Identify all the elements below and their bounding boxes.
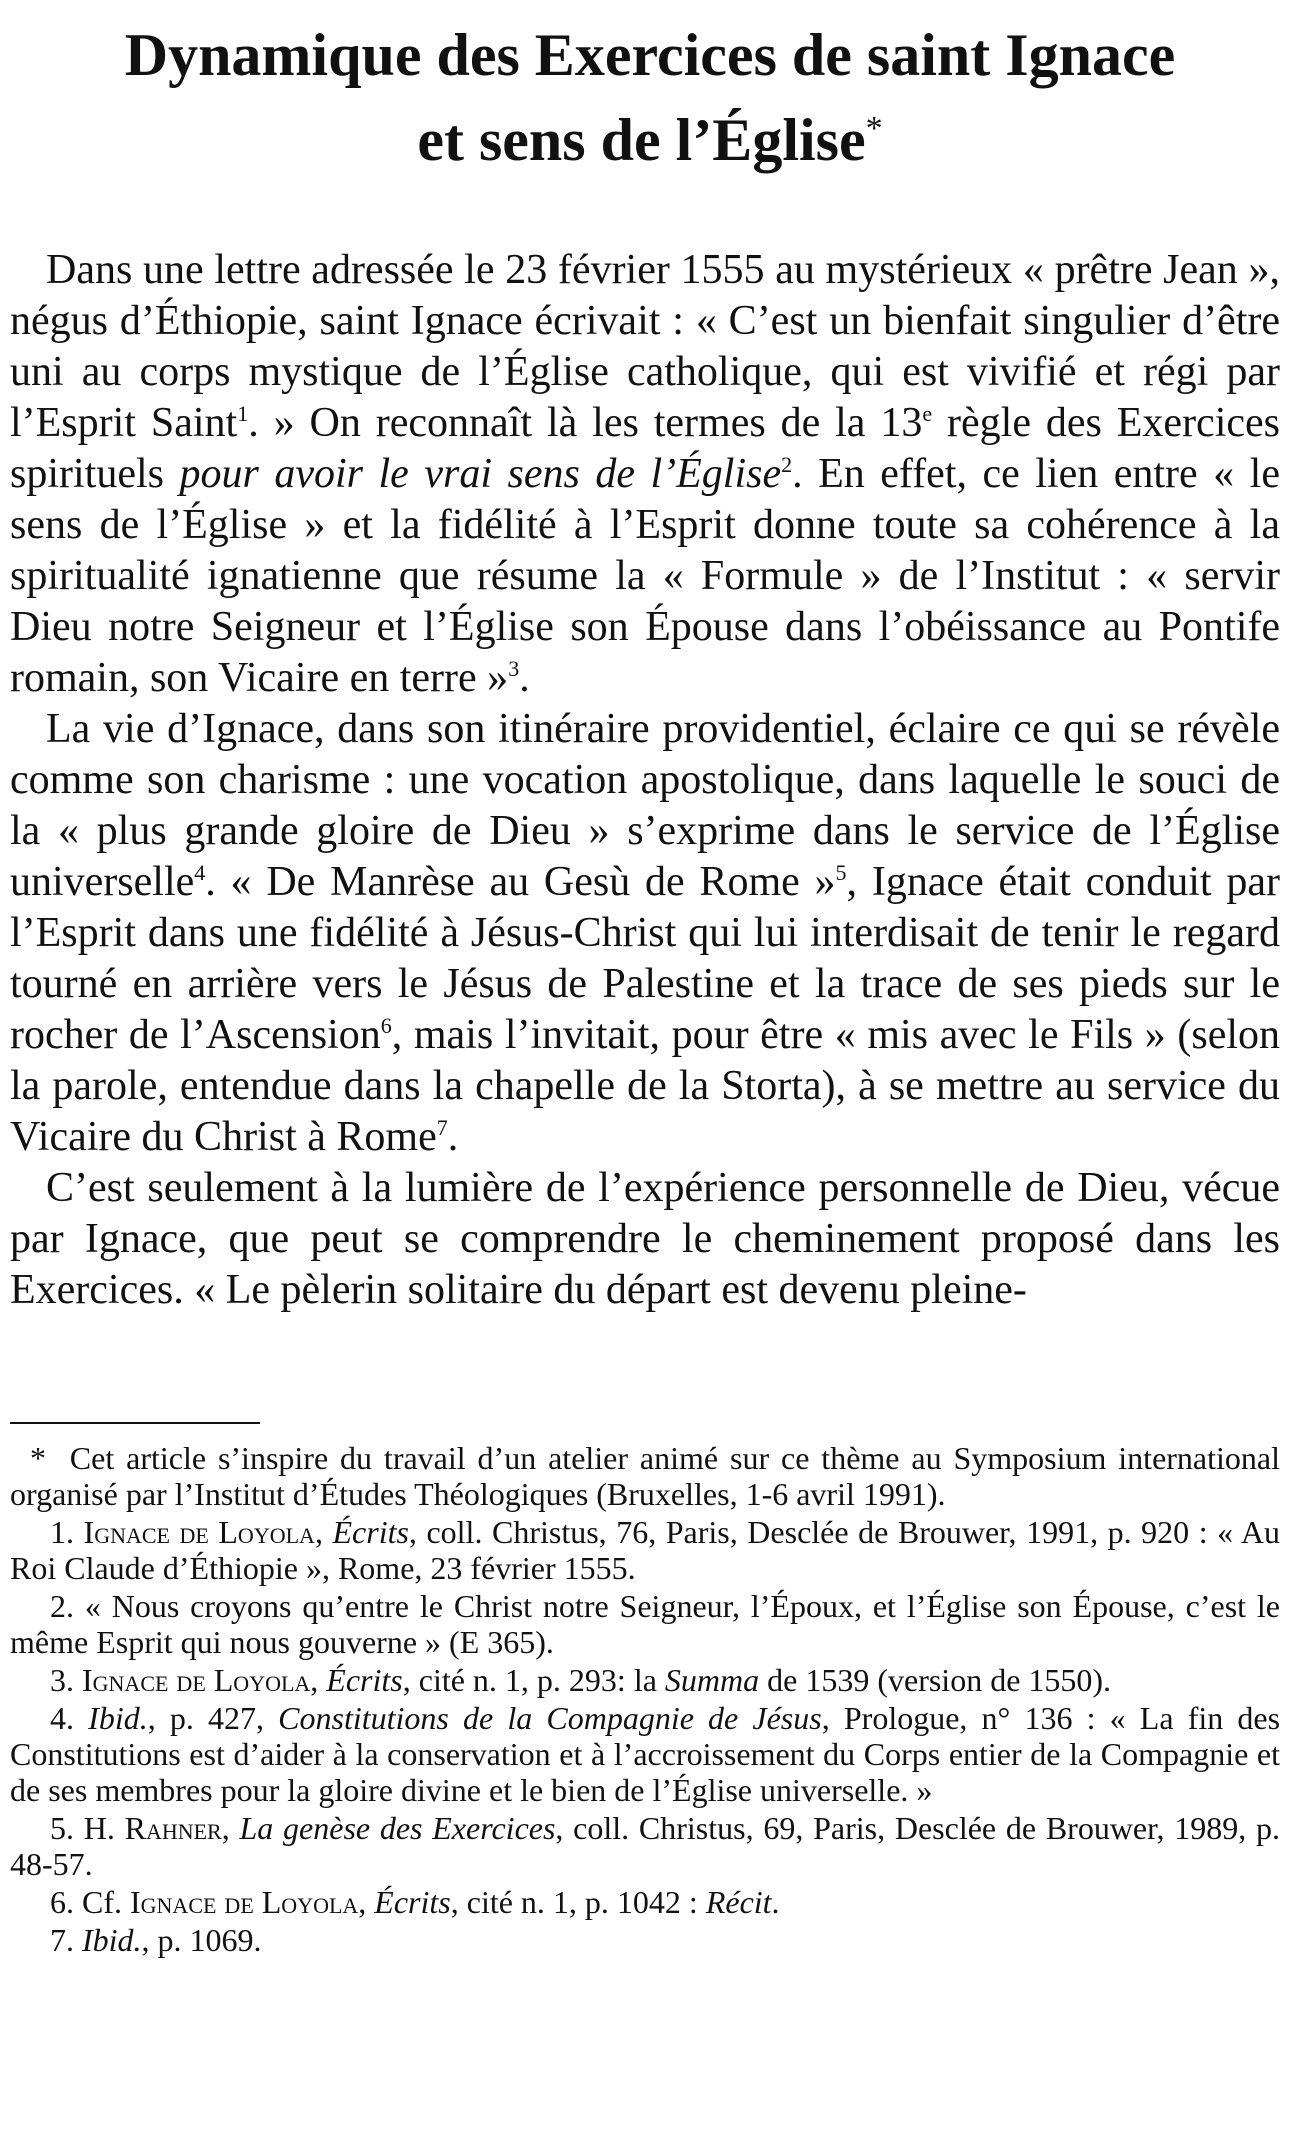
paragraph-3: C’est seulement à la lumière de l’expérience personnelle de Dieu, vécue par Ignace, que peut se comprendre le cheminement proposé dans les Exercices. « Le pèlerin solitaire du départ est devenu pleine- xyxy=(10,1165,1280,1313)
text-run: de 1539 (version de 1550). xyxy=(759,1662,1112,1698)
footnote-author: Ignace de Loyola xyxy=(130,1884,359,1920)
footnote-ref-4: 4 xyxy=(194,860,206,885)
footnote-work-title: Récit xyxy=(705,1884,772,1920)
footnote-author: Ignace de Loyola xyxy=(82,1662,311,1698)
text-run: , cité n. 1, p. 1042 : xyxy=(450,1884,706,1920)
text-run: . « De Manrèse au Gesù de Rome » xyxy=(205,859,836,905)
title-footnote-marker: * xyxy=(865,110,883,147)
footnote-star-marker: * xyxy=(30,1440,46,1476)
footnote-work-title: Écrits xyxy=(374,1884,451,1920)
footnotes xyxy=(10,1440,1280,1960)
text-run: , coll. Christus, 69, Paris, Desclée de Brouwer, 1989, p. 48-57. xyxy=(10,1810,1280,1882)
footnote-text: Cet article s’inspire du travail d’un atelier animé sur ce thème au Symposium international organisé par l’Institut d’Études Théologiques (Bruxelles, 1-6 avril 1991). xyxy=(10,1440,1280,1512)
text-run: , Ignace était conduit par l’Esprit dans une fidélité à Jésus-Christ qui lui interdisait de tenir le regard tourné en arrière vers le Jésus de Palestine et la trace de ses pieds sur le rocher de l’Ascension xyxy=(10,859,1280,1058)
article-title xyxy=(40,18,1260,177)
footnote-work-title: Écrits xyxy=(326,1662,403,1698)
text-run: La vie d’Ignace, dans son itinéraire providentiel, éclaire ce qui se révèle comme son charisme : une vocation apostolique, dans laquelle le souci de la « plus grande gloire de Dieu » s’exprime dans le service de l’Église universelle xyxy=(10,706,1280,905)
footnote-2 xyxy=(10,1588,1280,1660)
footnote-work-title: Summa xyxy=(664,1662,760,1698)
text-run: , xyxy=(358,1884,375,1920)
footnote-5 xyxy=(10,1810,1280,1882)
footnote-number: 2. xyxy=(50,1588,74,1624)
text-run: règle des Exercices spirituels xyxy=(10,400,1280,497)
text-run: . xyxy=(771,1884,780,1920)
title-line-2: et sens de l’Église xyxy=(417,107,866,173)
text-run: , coll. Christus, 76, Paris, Desclée de Brouwer, 1991, p. 920 : « Au Roi Claude d’Éthiopie », Rome, 23 février 1555. xyxy=(10,1514,1281,1586)
footnote-ref-1: 1 xyxy=(237,401,249,426)
footnote-ref-7: 7 xyxy=(436,1115,448,1140)
paragraph-1 xyxy=(10,245,1280,704)
footnote-7 xyxy=(10,1922,1280,1958)
superscript-e: e xyxy=(922,401,933,426)
text-run: , p. 1069. xyxy=(141,1922,262,1958)
footnote-3 xyxy=(10,1662,1280,1698)
footnote-number: 7. xyxy=(50,1922,74,1958)
footnote-ibid: Ibid. xyxy=(82,1922,142,1958)
footnote-1 xyxy=(10,1514,1280,1586)
text-run: , xyxy=(310,1662,327,1698)
footnote-ref-2: 2 xyxy=(781,452,793,477)
footnote-4 xyxy=(10,1700,1280,1808)
text-run: . xyxy=(447,1114,459,1160)
paragraph-2 xyxy=(10,704,1280,1163)
footnote-divider xyxy=(10,1422,260,1424)
text-run: , cité n. 1, p. 293: la xyxy=(402,1662,665,1698)
footnote-author: H. Rahner xyxy=(83,1810,222,1846)
footnote-author: Ignace de Loyola xyxy=(83,1514,315,1550)
footnote-work-title: Constitutions de la Compagnie de Jésus xyxy=(278,1700,822,1736)
footnote-work-title: La genèse des Exercices xyxy=(239,1810,556,1846)
text-run: , mais l’invitait, pour être « mis avec le Fils » (selon la parole, entendue dans la chapelle de la Storta), à se mettre au service du Vicaire du Christ à Rome xyxy=(10,1012,1280,1160)
footnote-ref-6: 6 xyxy=(380,1013,392,1038)
title-line-1: Dynamique des Exercices de saint Ignace xyxy=(124,22,1176,88)
footnote-star xyxy=(10,1440,1280,1512)
footnote-6 xyxy=(10,1884,1280,1920)
footnote-number: 1. xyxy=(50,1514,74,1550)
footnote-ref-5: 5 xyxy=(835,860,847,885)
text-run: . En effet, ce lien entre « le sens de l’Église » et la fidélité à l’Esprit donne toute sa cohérence à la spiritualité ignatienne que résume la « Formule » de l’Institut : « servir Dieu notre Seigneur et l’Église son Épouse dans l’obéissance au Pontife romain, son Vicaire en terre » xyxy=(10,451,1280,701)
text-run: . » On reconnaît là les termes de la 13 xyxy=(248,400,923,446)
article-body xyxy=(10,245,1280,1316)
footnote-ref-3: 3 xyxy=(508,656,520,681)
footnote-number: 3. xyxy=(50,1662,74,1698)
text-run: Cf. xyxy=(82,1884,130,1920)
text-run: . xyxy=(519,655,530,701)
footnote-ibid: Ibid. xyxy=(88,1700,148,1736)
text-run: , p. 427, xyxy=(147,1700,279,1736)
footnote-text: « Nous croyons qu’entre le Christ notre Seigneur, l’Époux, et l’Église son Épouse, c’est le même Esprit qui nous gouverne » (E 365). xyxy=(10,1588,1281,1660)
italic-phrase: pour avoir le vrai sens de l’Église xyxy=(179,451,782,497)
footnote-work-title: Écrits xyxy=(332,1514,409,1550)
footnote-number: 4. xyxy=(50,1700,74,1736)
footnote-number: 6. xyxy=(50,1884,74,1920)
text-run: , Prologue, n° 136 : « La fin des Constitutions est d’aider à la conservation et à l’accroissement du Corps entier de la Compagnie et de ses membres pour la gloire divine et le bien de l’Église universelle. » xyxy=(10,1700,1281,1808)
text-run: , xyxy=(221,1810,240,1846)
text-run: Dans une lettre adressée le 23 février 1555 au mystérieux « prêtre Jean », négus d’Éthiopie, saint Ignace écrivait : « C’est un bienfait singulier d’être uni au corps mystique de l’Église catholique, qui est vivifié et régi par l’Esprit Saint xyxy=(10,247,1280,446)
text-run: , xyxy=(314,1514,333,1550)
footnote-number: 5. xyxy=(50,1810,74,1846)
